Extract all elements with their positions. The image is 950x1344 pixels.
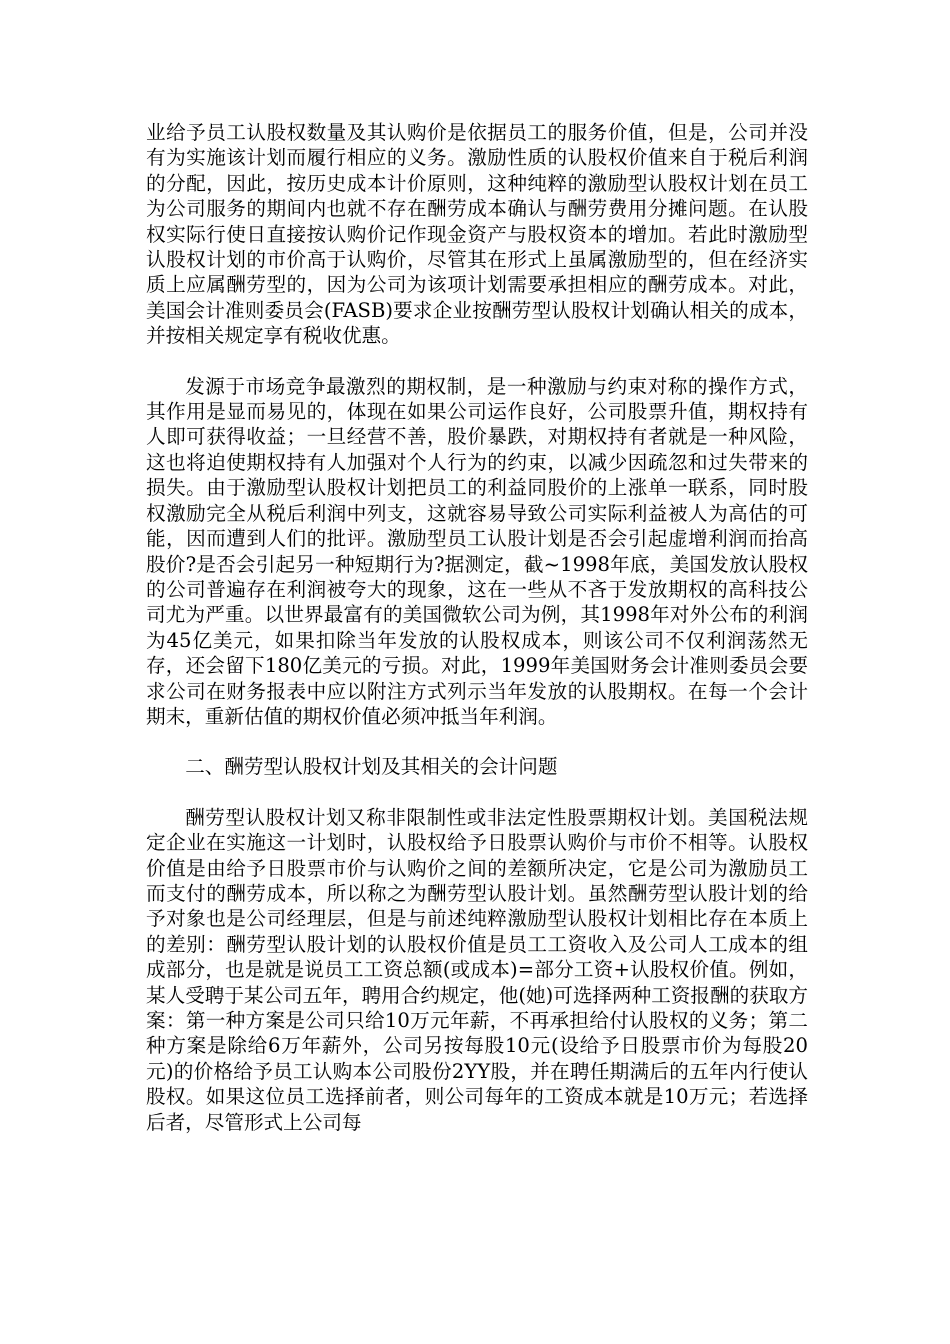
paragraph-gap bbox=[146, 349, 808, 374]
paragraph-gap bbox=[146, 780, 808, 805]
paragraph-incentive-continuation: 业给予员工认股权数量及其认购价是依据员工的服务价值，但是，公司并没有为实施该计划而履行相应的义务。激励性质的认股权价值来自于税后利润的分配，因此，按历史成本计价原则，这种纯粹的激励型认股权计划在员工为公司服务的期间内也就不存在酬劳成本确认与酬劳费用分摊问题。在认股权实际行使日直接按认购价记作现金资产与股权资本的增加。若此时激励型认股权计划的市价高于认购价，尽管其在形式上虽属激励型的，但在经济实质上应属酬劳型的，因为公司为该项计划需要承担相应的酬劳成本。对此，美国会计准则委员会(FASB)要求企业按酬劳型认股权计划确认相关的成本，并按相关规定享有税收优惠。 bbox=[146, 121, 808, 348]
paragraph-compensatory-plan: 酬劳型认股权计划又称非限制性或非法定性股票期权计划。美国税法规定企业在实施这一计划时，认股权给予日股票认购价与市价不相等。认股权价值是由给予日股票市价与认购价之间的差额所决定，它是公司为激励员工而支付的酬劳成本，所以称之为酬劳型认股计划。虽然酬劳型认股计划的给予对象也是公司经理层，但是与前述纯粹激励型认股权计划相比存在本质上的差别：酬劳型认股计划的认股权价值是员工工资收入及公司人工成本的组成部分，也是就是说员工工资总额(或成本)=部分工资+认股权价值。例如，某人受聘于某公司五年，聘用合约规定，他(她)可选择两种工资报酬的获取方案：第一种方案是公司只给10万元年薪，不再承担给付认股权的义务；第二种方案是除给6万年薪外，公司另按每股10元(设给予日股票市价为每股20元)的价格给予员工认购本公司股份2YY股，并在聘任期满后的五年内行使认股权。如果这位员工选择前者，则公司每年的工资成本就是10万元；若选择后者，尽管形式上公司每 bbox=[146, 805, 808, 1134]
paragraph-gap bbox=[146, 729, 808, 754]
paragraph-option-system: 发源于市场竞争最激烈的期权制，是一种激励与约束对称的操作方式，其作用是显而易见的，体现在如果公司运作良好，公司股票升值，期权持有人即可获得收益；一旦经营不善，股价暴跌，对期权持有者就是一种风险，这也将迫使期权持有人加强对个人行为的约束，以减少因疏忽和过失带来的损失。由于激励型认股权计划把员工的利益同股价的上涨单一联系，同时股权激励完全从税后利润中列支，这就容易导致公司实际利益被人为高估的可能，因而遭到人们的批评。激励型员工认股计划是否会引起虚增利润而抬高股价?是否会引起另一种短期行为?据测定，截~1998年底，美国发放认股权的公司普遍存在利润被夸大的现象，这在一些从不吝于发放期权的高科技公司尤为严重。以世界最富有的美国微软公司为例，其1998年对外公布的利润为45亿美元，如果扣除当年发放的认股权成本，则该公司不仅利润荡然无存，还会留下180亿美元的亏损。对此，1999年美国财务会计准则委员会要求公司在财务报表中应以附注方式列示当年发放的认股期权。在每一个会计期末，重新估值的期权价值必须冲抵当年利润。 bbox=[146, 374, 808, 728]
document-body bbox=[146, 120, 808, 1135]
section-heading: 二、酬劳型认股权计划及其相关的会计问题 bbox=[185, 755, 558, 779]
